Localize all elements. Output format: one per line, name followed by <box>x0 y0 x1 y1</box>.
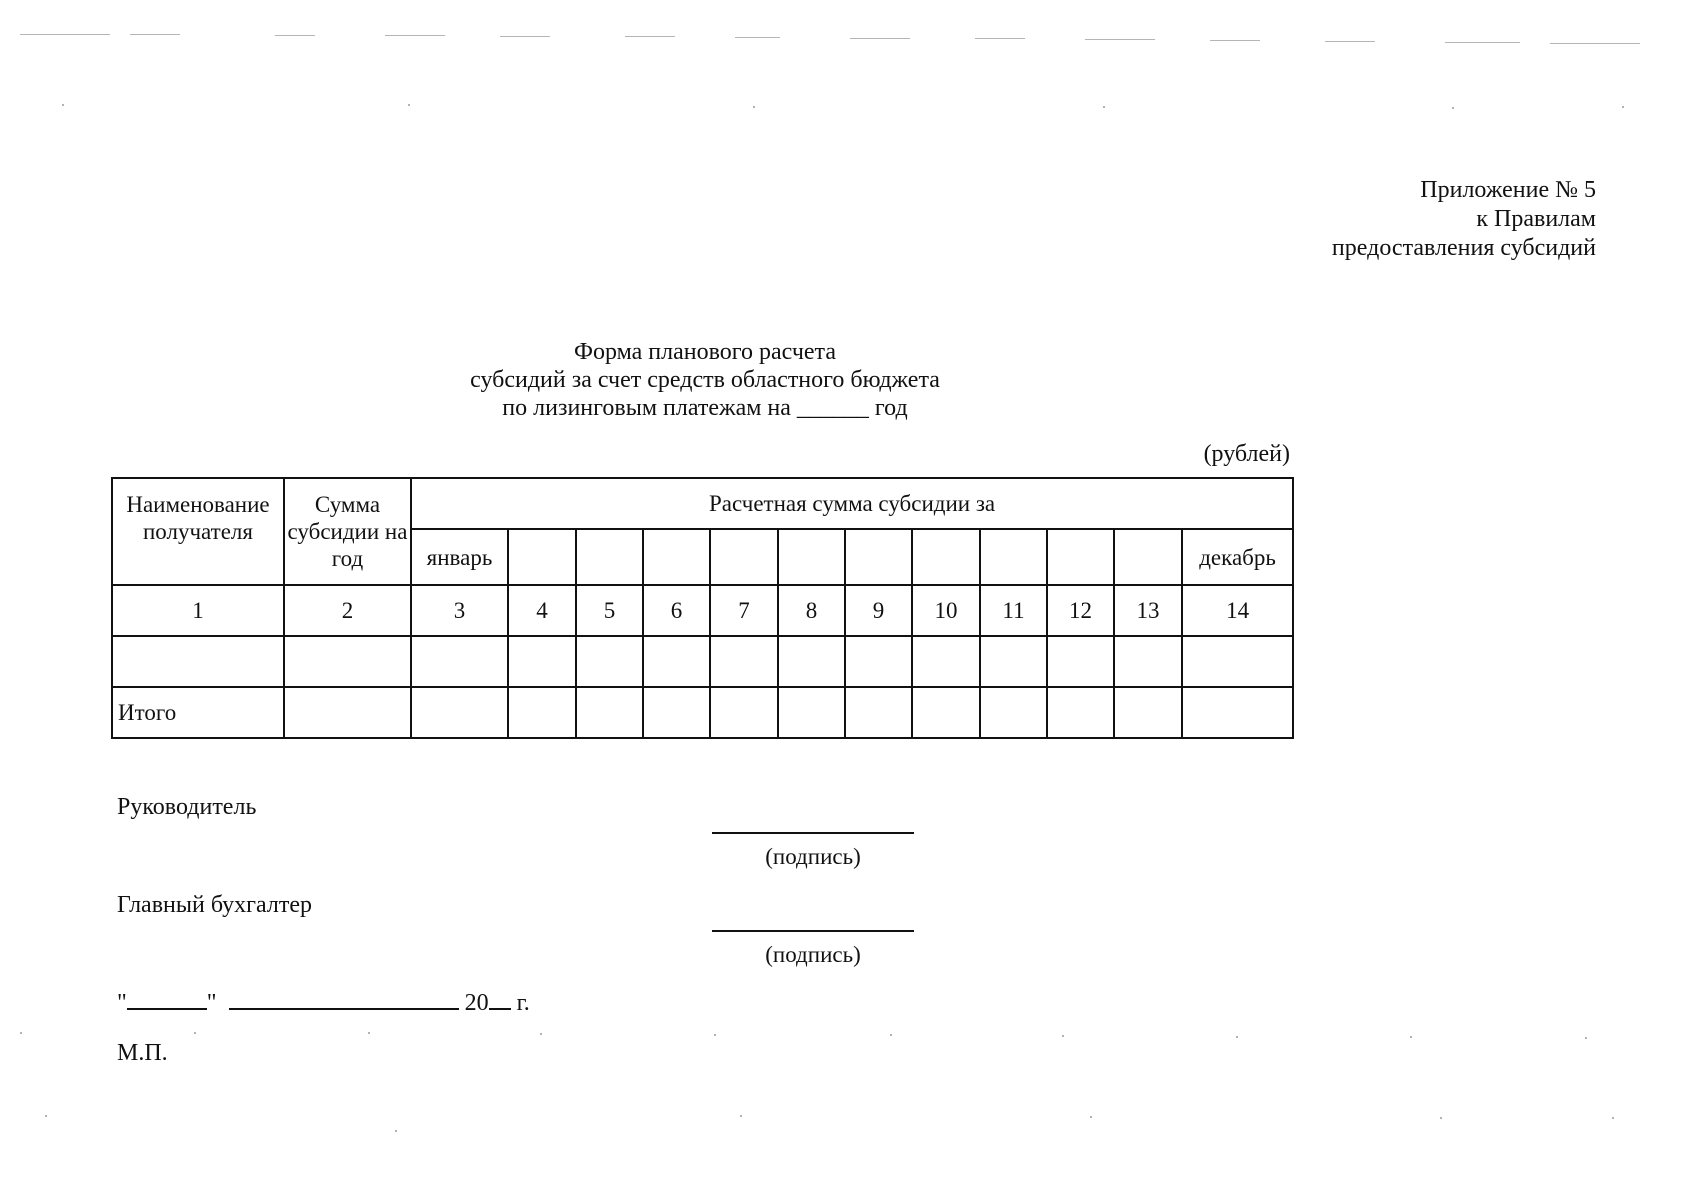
header-calculated-subsidy-group: Расчетная сумма субсидии за <box>411 478 1293 529</box>
column-number: 10 <box>912 585 980 636</box>
month-cell <box>980 529 1047 585</box>
data-row <box>112 636 1293 687</box>
accountant-signature-line[interactable] <box>712 930 914 932</box>
month-cell <box>1114 529 1182 585</box>
month-cell <box>576 529 643 585</box>
cell-month-entry[interactable] <box>508 636 576 687</box>
column-number: 9 <box>845 585 912 636</box>
appendix-rules-ref: к Правилам <box>1476 206 1596 232</box>
cell-total-month[interactable] <box>1182 687 1293 738</box>
cell-month-entry[interactable] <box>576 636 643 687</box>
header-annual-subsidy: Сумма субсидии на год <box>284 478 411 585</box>
column-numbers-row <box>112 585 1293 636</box>
cell-annual-sum-entry[interactable] <box>284 636 411 687</box>
date-day-blank[interactable] <box>127 1008 207 1010</box>
appendix-header <box>1176 176 1596 263</box>
head-signature-caption: (подпись) <box>765 844 861 869</box>
date-line <box>117 990 530 1017</box>
cell-total-month[interactable] <box>710 687 778 738</box>
column-number: 14 <box>1182 585 1293 636</box>
column-number: 12 <box>1047 585 1114 636</box>
stamp-label: М.П. <box>117 1040 168 1066</box>
cell-recipient-entry[interactable] <box>112 636 284 687</box>
form-title-line-3: по лизинговым платежам на ______ год <box>502 395 908 421</box>
form-title-line-1: Форма планового расчета <box>574 339 836 365</box>
cell-total-month[interactable] <box>411 687 508 738</box>
cell-total-month[interactable] <box>1047 687 1114 738</box>
month-cell <box>1047 529 1114 585</box>
cell-total-month[interactable] <box>980 687 1047 738</box>
column-number: 5 <box>576 585 643 636</box>
total-label: Итого <box>112 687 284 738</box>
accountant-signature-caption: (подпись) <box>765 942 861 967</box>
column-number: 8 <box>778 585 845 636</box>
date-year-blank[interactable] <box>489 1008 511 1010</box>
cell-total-month[interactable] <box>1114 687 1182 738</box>
month-cell <box>845 529 912 585</box>
appendix-rules-title: предоставления субсидий <box>1331 235 1596 261</box>
cell-month-entry[interactable] <box>411 636 508 687</box>
month-cell: декабрь <box>1182 529 1293 585</box>
column-number: 11 <box>980 585 1047 636</box>
cell-month-entry[interactable] <box>1182 636 1293 687</box>
date-close-quote: " <box>206 990 217 1016</box>
month-cell <box>710 529 778 585</box>
cell-total-month[interactable] <box>845 687 912 738</box>
cell-total-month[interactable] <box>576 687 643 738</box>
month-cell <box>778 529 845 585</box>
date-year-prefix: 20 <box>464 990 489 1016</box>
month-cell <box>508 529 576 585</box>
total-row <box>112 687 1293 738</box>
column-number: 13 <box>1114 585 1182 636</box>
date-month-blank[interactable] <box>229 1008 459 1010</box>
month-cell <box>912 529 980 585</box>
column-number: 6 <box>643 585 710 636</box>
accountant-label: Главный бухгалтер <box>117 892 312 918</box>
cell-total-annual[interactable] <box>284 687 411 738</box>
cell-month-entry[interactable] <box>845 636 912 687</box>
cell-month-entry[interactable] <box>912 636 980 687</box>
month-cell <box>643 529 710 585</box>
date-open-quote: " <box>117 990 127 1016</box>
cell-total-month[interactable] <box>912 687 980 738</box>
cell-total-month[interactable] <box>778 687 845 738</box>
column-number: 1 <box>112 585 284 636</box>
head-signature-line[interactable] <box>712 832 914 834</box>
cell-month-entry[interactable] <box>1047 636 1114 687</box>
cell-month-entry[interactable] <box>710 636 778 687</box>
column-number: 2 <box>284 585 411 636</box>
form-title-line-2: субсидий за счет средств областного бюджета <box>470 367 940 393</box>
appendix-number: Приложение № 5 <box>1420 177 1596 203</box>
cell-month-entry[interactable] <box>778 636 845 687</box>
date-year-suffix: г. <box>516 990 530 1016</box>
head-label: Руководитель <box>117 794 257 820</box>
form-title <box>0 338 1410 422</box>
column-number: 4 <box>508 585 576 636</box>
column-number: 3 <box>411 585 508 636</box>
cell-month-entry[interactable] <box>643 636 710 687</box>
units-label: (рублей) <box>1203 441 1290 467</box>
cell-month-entry[interactable] <box>1114 636 1182 687</box>
cell-total-month[interactable] <box>643 687 710 738</box>
header-recipient-name: Наименование получателя <box>112 478 284 585</box>
column-number: 7 <box>710 585 778 636</box>
month-cell: январь <box>411 529 508 585</box>
subsidy-calculation-table <box>111 477 1294 739</box>
cell-total-month[interactable] <box>508 687 576 738</box>
cell-month-entry[interactable] <box>980 636 1047 687</box>
